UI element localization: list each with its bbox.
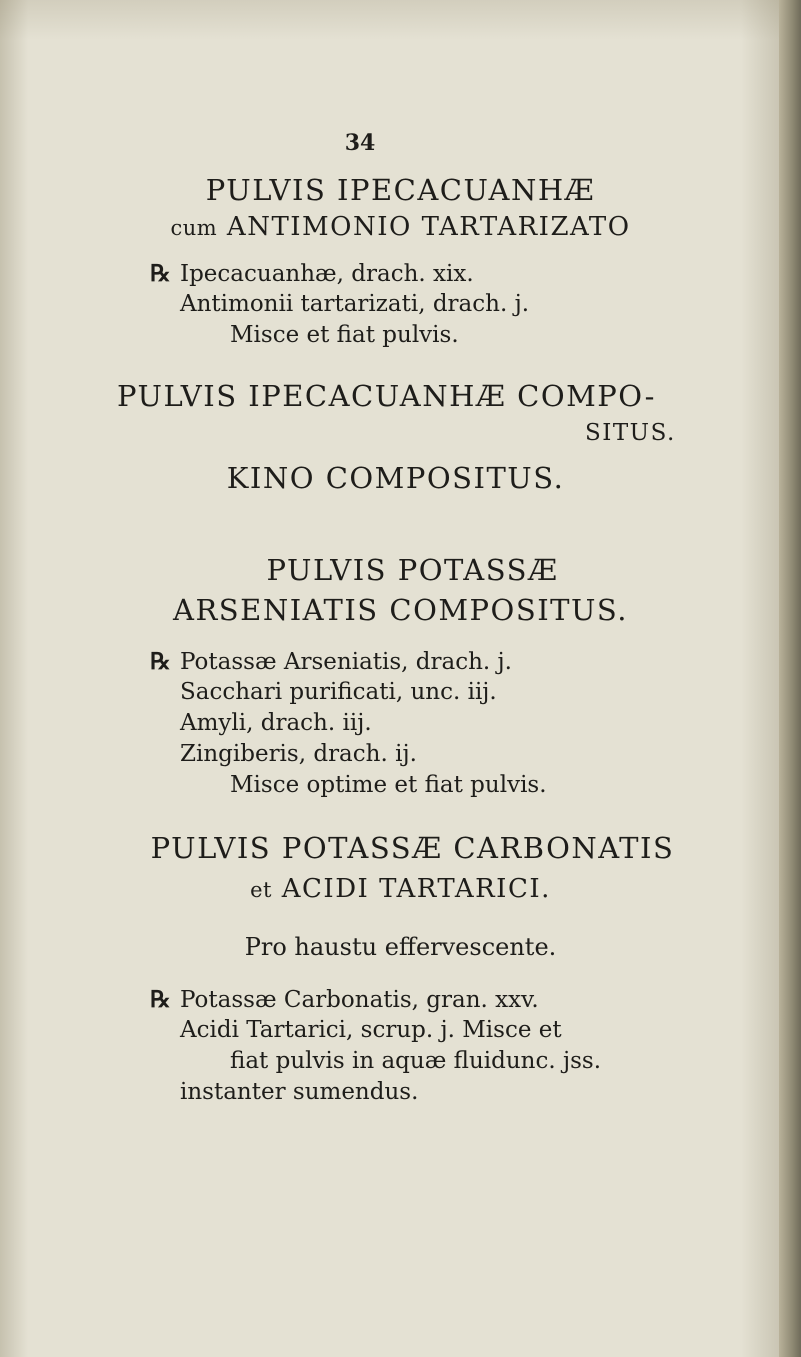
section-title-arseniatis: ARSENIATIS COMPOSITUS. [173,593,628,627]
recipe-line: Zingiberis, drach. ij. [180,741,417,767]
recipe-block-4 [150,984,601,1108]
note-haustu: Pro haustu effervescente. [244,933,557,961]
recipe-line: ℞ Potassæ Carbonatis, gran. xxv. [150,986,539,1013]
section-title-carbonatis: PULVIS POTASSÆ CARBONATIS [150,831,675,865]
recipe-symbol: ℞ [150,986,171,1013]
recipe-symbol: ℞ [150,260,171,287]
section-title-pulvis-ipecacuanhae: PULVIS IPECACUANHÆ [205,173,596,207]
recipe-line: fiat pulvis in aquæ fluidunc. jss. [230,1048,602,1074]
recipe-line: Misce optime et fiat pulvis. [230,772,547,798]
recipe-line: Amyli, drach. iij. [180,710,372,736]
recipe-line: Misce et fiat pulvis. [230,322,459,348]
section-subtitle-acidi [0,872,801,907]
section-subtitle-antimonio [0,210,801,245]
recipe-line: ℞ Ipecacuanhæ, drach. xix. [150,260,474,287]
section-title-kino: KINO COMPOSITUS. [226,461,565,495]
recipe-block-1 [150,258,529,351]
recipe-line: Acidi Tartarici, scrup. j. Misce et [180,1017,562,1043]
recipe-line: Antimonii tartarizati, drach. j. [180,291,530,317]
recipe-line: Sacchari purificati, unc. iij. [180,679,497,705]
recipe-line: ℞ Potassæ Arseniatis, drach. j. [150,648,512,675]
section-title-compositus-cont: SITUS. [585,420,676,446]
subtitle-main: ACIDI TARTARICI. [281,874,551,904]
section-title-potassae: PULVIS POTASSÆ [266,553,559,587]
page-number: 34 [344,130,376,156]
subtitle-prefix: et [250,878,272,902]
section-title-compositus: PULVIS IPECACUANHÆ COMPO- [117,379,656,413]
recipe-line: instanter sumendus. [180,1079,419,1105]
recipe-symbol: ℞ [150,648,171,675]
subtitle-prefix: cum [170,216,218,240]
recipe-block-3 [150,646,547,801]
subtitle-main: ANTIMONIO TARTARIZATO [226,212,631,242]
